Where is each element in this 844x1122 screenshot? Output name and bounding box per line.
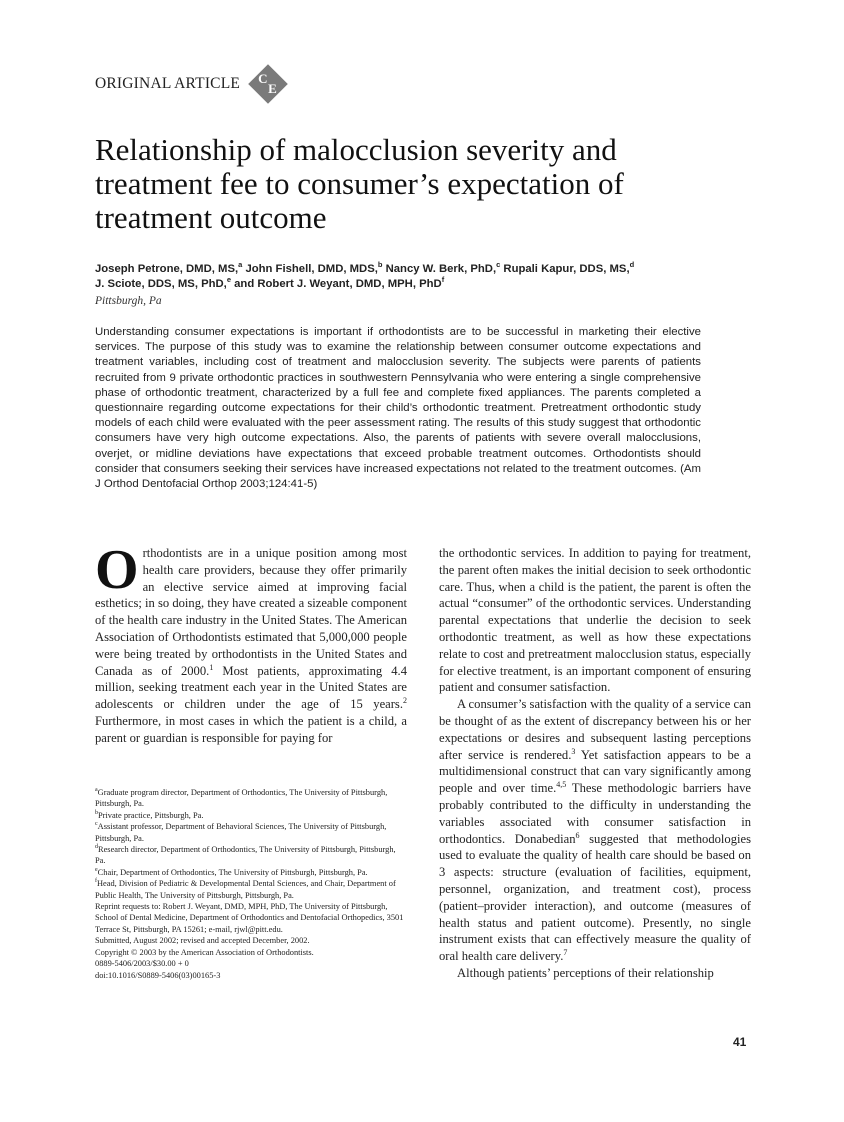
body-column-right [439, 545, 751, 982]
citation: 4,5 [556, 779, 567, 789]
body-text: rthodontists are in a unique position among most health care providers, because they offer primarily an elective service aimed at improving facial esthetics; in so doing, they have created a sizeable component of the health care industry in the United States. The American Association of Orthodontists estimated that 5,000,000 people were being treated by orthodontists in the United States and Canada as of 2000. [95, 546, 407, 678]
drop-cap: O [95, 539, 139, 601]
page-number: 41 [733, 1035, 747, 1049]
reprint-requests: Reprint requests to: Robert J. Weyant, DMD, MPH, PhD, The University of Pittsburgh, School of Dental Medicine, Department of Orthodontics and Dentofacial Orthopedics, 3501 Terrace St, Pittsburgh, PA 15261; e-mail, rjwl@pitt.edu. [95, 902, 404, 934]
author: Rupali Kapur, DDS, MS, [503, 263, 630, 275]
body-text: These methodologic barriers have probably contributed to the difficulty in understanding the variables associated with consumer satisfaction in orthodontics. Donabedian [439, 781, 752, 846]
doi: doi:10.1016/S0889-5406(03)00165-3 [95, 970, 221, 980]
body-text: Most patients, approximating 4.4 million, seeking treatment each year in the United States are adolescents or children under the age of 15 years. [95, 663, 408, 712]
footnote: $^c$Assistant professor, Department of Behavioral Sciences, The University of Pittsburgh, Pittsburgh, Pa. [95, 821, 387, 843]
author: John Fishell, DMD, MDS, [245, 263, 378, 275]
author: Nancy W. Berk, PhD, [385, 263, 497, 275]
footnote: $^f$Head, Division of Pediatric & Developmental Dental Sciences, and Chair, Department of Public Health, The University of Pittsburgh, Pittsburgh, Pa. [95, 878, 396, 900]
badge-letter-e: E [268, 81, 277, 96]
copyright: Copyright © 2003 by the American Association of Orthodontists. [95, 947, 314, 957]
section-label: ORIGINAL ARTICLE [95, 75, 241, 92]
author-affil-mark: d [629, 260, 635, 270]
body-paragraph [95, 539, 408, 747]
body-paragraph: the orthodontic services. In addition to paying for treatment, the parent often makes the initial decision to seek orthodontic care. Thus, when a child is the patient, the parent is often the actual “consumer” of the orthodontic services. Understanding parental expectations that underlie the decision to seek orthodontic treatment, as well as how these expectations relate to cost and pretreatment malocclusion status, especially for elective treatment, is an important component of ensuring patient and consumer satisfaction. [439, 546, 751, 695]
body-text: suggested that methodologies used to evaluate the quality of health care should be based on 3 aspects: structure (evaluation of facilities, equipment, personnel, organization, and treatment cost), process (patient–provider interaction), and outcome (measures of health status and patient outcome). Presently, no single instrument exists that can effectively measure the quality of oral health care delivery. [439, 831, 751, 964]
article-title: Relationship of malocclusion severity and treatment fee to consumer’s expectation of treatment outcome [95, 132, 624, 235]
footnote: $^e$Chair, Department of Orthodontics, The University of Pittsburgh, Pittsburgh, Pa. [95, 867, 368, 877]
author-affil-mark: c [496, 260, 501, 270]
footnote: $^d$Research director, Department of Orthodontics, The University of Pittsburgh, Pittsburgh, Pa. [95, 844, 396, 866]
author-list [95, 262, 755, 292]
author-location: Pittsburgh, Pa [95, 295, 162, 307]
badge-letter-c: C [258, 71, 268, 86]
article-header [95, 64, 290, 104]
footnotes [95, 787, 407, 981]
citation: 2 [403, 695, 407, 705]
abstract: Understanding consumer expectations is important if orthodontists are to be successful in marketing their elective services. The purpose of this study was to examine the relationship between consumer outcome expectations and treatment variables, including cost of treatment and malocclusion severity. The subjects were parents of patients recruited from 9 private orthodontic practices in southwestern Pennsylvania who were entering a single comprehensive phase of orthodontic treatment, characterized by a full fee and complete fixed appliances. The parents completed a questionnaire regarding outcome expectations for their child’s orthodontic treatment. Pretreatment orthodontic study models of each child were evaluated with the peer assessment rating. The results of this study suggest that orthodontic consumers have very high outcome expectations. Also, the parents of patients with severe overall malocclusions, overjet, or midline deviations have expectations that exceed probable treatment outcomes. Orthodontists should consider that consumers seeking their services have increased expectations not related to the treatment outcomes. (Am J Orthod Dentofacial Orthop 2003;124:41-5) [95, 326, 701, 491]
footnote: $^a$Graduate program director, Department of Orthodontics, The University of Pittsburgh, Pittsburgh, Pa. [95, 787, 388, 809]
body-paragraph [439, 696, 751, 965]
body-paragraph: Although patients’ perceptions of their relationship [457, 965, 714, 980]
issn-price: 0889-5406/2003/$30.00 + 0 [95, 959, 189, 969]
author: Joseph Petrone, DMD, MS, [95, 263, 239, 275]
body-text: A consumer’s satisfaction with the quality of a service can be thought of as the extent of discrepancy between his or her expectations or desires and subsequent lasting perceptions after service is rendered. [439, 697, 751, 762]
author-affil-mark: b [377, 260, 383, 270]
citation: 6 [575, 830, 580, 840]
body-text: Yet satisfaction appears to be a multidimensional construct that can vary significantly among people and over time. [439, 747, 751, 796]
author: J. Sciote, DDS, MS, PhD, [95, 278, 227, 290]
citation: 7 [563, 947, 568, 957]
author: Robert J. Weyant, DMD, MPH, PhD [257, 278, 442, 290]
ce-badge-icon [246, 62, 290, 106]
body-column-left [95, 539, 408, 747]
footnote: $^b$Private practice, Pittsburgh, Pa. [95, 810, 204, 820]
body-text: Furthermore, in most cases in which the patient is a child, a parent or guardian is responsible for paying for [95, 713, 407, 745]
author-affil-mark: f [441, 275, 445, 285]
author-affil-mark: a [238, 260, 243, 270]
author-conjunction: and [234, 278, 258, 290]
submission-dates: Submitted, August 2002; revised and accepted December, 2002. [95, 936, 310, 946]
citation: 1 [209, 662, 214, 672]
citation: 3 [571, 746, 576, 756]
author-affil-mark: e [226, 275, 231, 285]
